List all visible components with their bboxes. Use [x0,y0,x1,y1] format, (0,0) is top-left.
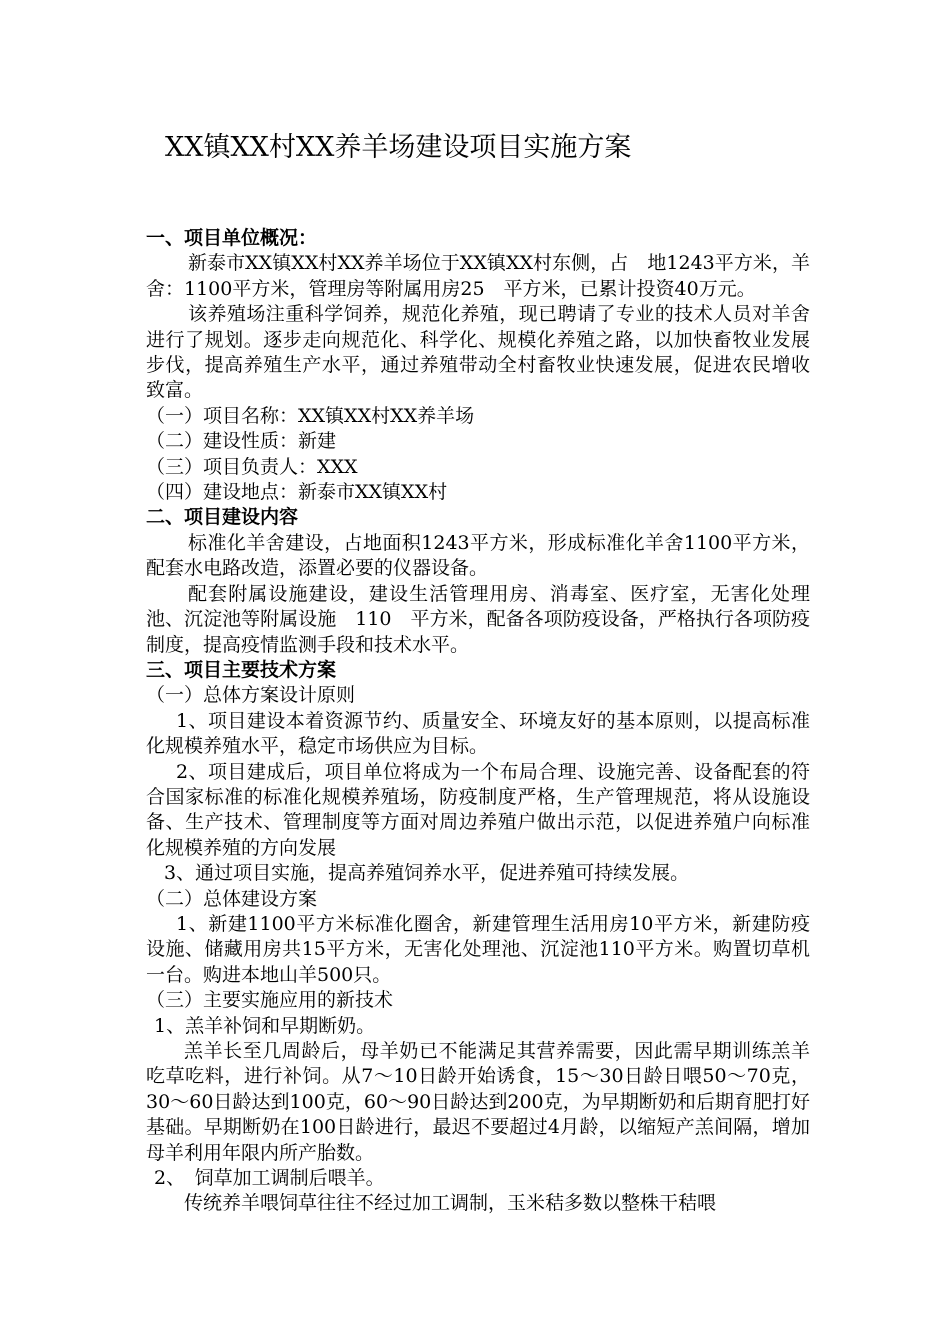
list-item: 2、 饲草加工调制后喂羊。 [154,1167,385,1190]
section-2-heading: 二、项目建设内容 [146,506,299,529]
paragraph: 羔羊长至几周龄后，母羊奶已不能满足其营养需要，因此需早期训练羔羊吃草吃料，进行补饲。从7～10日龄开始诱食，15～30日龄日喂50～70克，30～60日龄达到100克，60～90日龄达到200克，为早期断奶和后期育肥打好基础。早期断奶在100日龄进行，最迟不要超过4月龄，以缩短产羔间隔，增加母羊利用年限内所产胎数。 [146,1040,810,1164]
document-body [146,226,810,1217]
paragraph: 新泰市XX镇XX村XX养羊场位于XX镇XX村东侧，占 地1243平方米，羊舍：1100平方米，管理房等附属用房25 平方米，已累计投资40万元。 [146,252,810,300]
paragraph: 3、通过项目实施，提高养殖饲养水平，促进养殖可持续发展。 [164,862,690,885]
list-item: （三）项目负责人：XXX [146,455,358,478]
document-title: XX镇XX村XX养羊场建设项目实施方案 [165,132,632,163]
section-1-heading: 一、项目单位概况： [146,227,318,249]
list-item: （四）建设地点：新泰市XX镇XX村 [146,481,448,504]
paragraph: 该养殖场注重科学饲养，规范化养殖，现已聘请了专业的技术人员对羊舍进行了规划。逐步走向规范化、科学化、规模化养殖之路，以加快畜牧业发展步伐，提高养殖生产水平，通过养殖带动全村畜牧业快速发展，促进农民增收致富。 [146,303,810,402]
paragraph: 配套附属设施建设，建设生活管理用房、消毒室、医疗室，无害化处理池、沉淀池等附属设施 110 平方米，配备各项防疫设备，严格执行各项防疫制度，提高疫情监测手段和技术水平。 [146,582,810,656]
subsection-heading: （一）总体方案设计原则 [146,684,356,707]
subsection-heading: （二）总体建设方案 [146,887,318,910]
paragraph: 传统养羊喂饲草往往不经过加工调制，玉米秸多数以整株干秸喂 [184,1192,717,1215]
list-item: （一）项目名称：XX镇XX村XX养羊场 [146,404,475,427]
paragraph: 1、新建1100平方米标准化圈舍，新建管理生活用房10平方米，新建防疫设施、储藏用房共15平方米，无害化处理池、沉淀池110平方米。购置切草机一台。购进本地山羊500只。 [146,912,810,986]
section-3-heading: 三、项目主要技术方案 [146,658,337,681]
paragraph: 标准化羊舍建设，占地面积1243平方米，形成标准化羊舍1100平方米，配套水电路改造，添置必要的仪器设备。 [146,531,810,580]
paragraph: 1、项目建设本着资源节约、质量安全、环境友好的基本原则，以提高标准化规模养殖水平，稳定市场供应为目标。 [146,709,810,758]
subsection-heading: （三）主要实施应用的新技术 [146,989,394,1012]
list-item: 1、羔羊补饲和早期断奶。 [154,1014,376,1037]
list-item: （二）建设性质：新建 [146,430,337,453]
paragraph: 2、项目建成后，项目单位将成为一个布局合理、设施完善、设备配套的符合国家标准的标准化规模养殖场，防疫制度严格，生产管理规范，将从设施设备、生产技术、管理制度等方面对周边养殖户做出示范，以促进养殖户向标准化规模养殖的方向发展 [146,760,810,859]
